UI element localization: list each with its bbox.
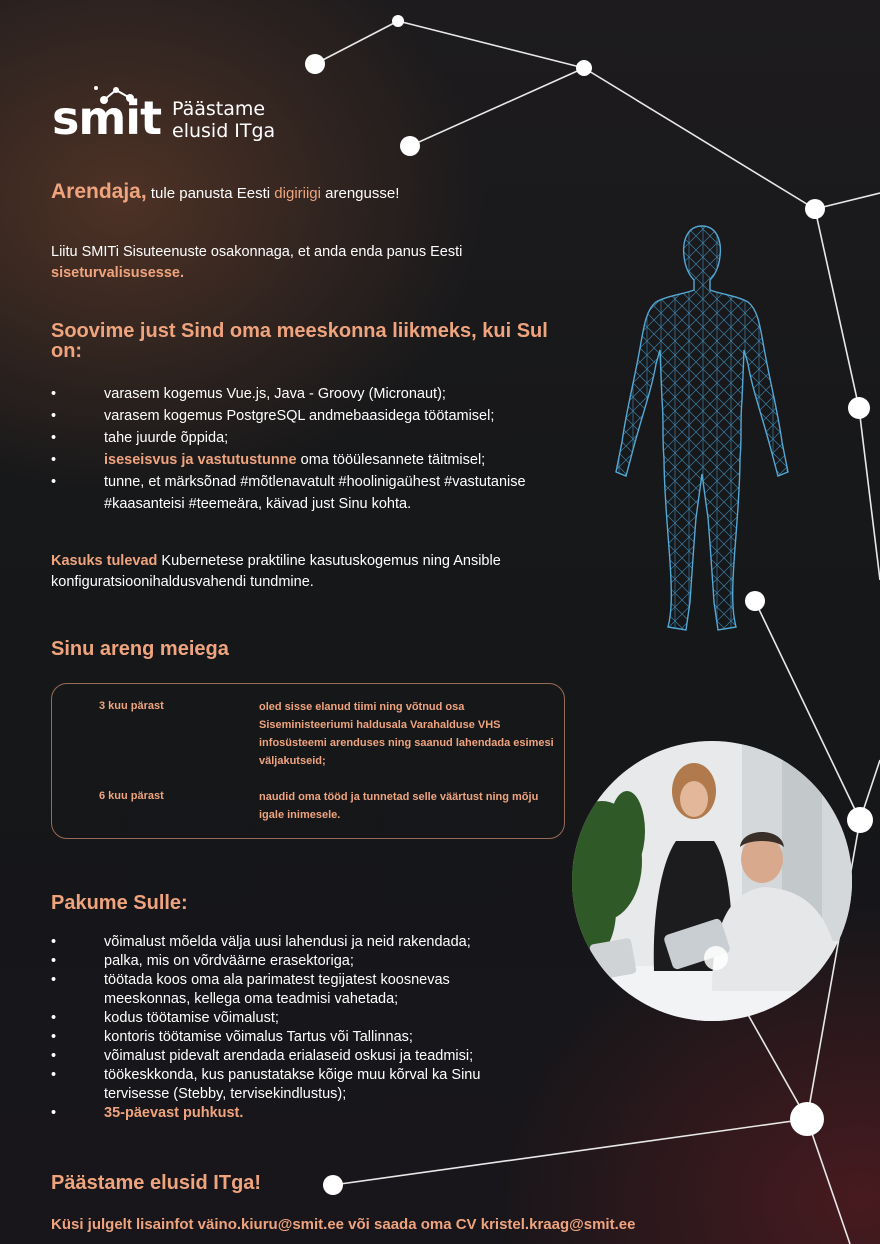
bonus-text: Kasuks tulevad Kubernetese praktiline kasutuskogemus ning Ansible konfiguratsioonihaldusvahendi tundmine. — [51, 553, 501, 590]
logo-wordmark: smit — [52, 91, 162, 145]
list-item: • palka, mis on võrdväärne erasektoriga; — [51, 953, 354, 969]
list-item: • tahe juurde õppida; — [51, 430, 229, 446]
growth-label: 3 kuu pärast — [99, 700, 164, 712]
requirements-heading: Soovime just Sind oma meeskonna liikmeks, kui Sul on: — [51, 320, 548, 362]
list-item: • kodus töötamise võimalust; — [51, 1010, 279, 1026]
list-item: • võimalust pidevalt arendada erialaseid oskusi ja teadmisi; — [51, 1048, 474, 1064]
list-item: • töökeskkonda, kus panustatakse kõige muu kõrval ka Sinu tervisesse (Stebby, tervisekindlustus); — [51, 1067, 481, 1102]
list-item: • iseseisvus ja vastutustunne oma tööülesannete täitmisel; — [51, 452, 486, 468]
list-item: • kontoris töötamise võimalus Tartus või Tallinnas; — [51, 1029, 413, 1045]
job-headline: Arendaja, tule panusta Eesti digiriigi arengusse! — [51, 180, 400, 203]
offer-list — [51, 933, 521, 1123]
growth-label: 6 kuu pärast — [99, 790, 164, 802]
job-role: Arendaja, — [51, 180, 147, 203]
intro-text: Liitu SMITi Sisuteenuste osakonnaga, et anda enda panus Eesti siseturvalisusesse. — [51, 244, 463, 281]
contact-info: Küsi julgelt lisainfot väino.kiuru@smit.ee või saada oma CV kristel.kraag@smit.ee — [51, 1216, 636, 1233]
slogan: Päästame elusid ITga! — [51, 1172, 262, 1194]
offer-heading: Pakume Sulle: — [51, 892, 188, 914]
list-item: • 35-päevast puhkust. — [51, 1105, 244, 1121]
growth-text: naudid oma tööd ja tunnetad selle väärtust ning mõju igale inimesele. — [259, 791, 539, 821]
logo-tagline: Päästame elusid ITga — [172, 98, 276, 142]
list-item: • tunne, et märksõnad #mõtlenavatult #hoolinigaühest #vastutanise #kaasanteisi #teemeära, käivad just Sinu kohta. — [51, 474, 526, 512]
list-item: • võimalust mõelda välja uusi lahendusi ja neid rakendada; — [51, 934, 471, 950]
list-item: • töötada koos oma ala parimatest tegijatest koosnevas meeskonnas, kellega oma teadmisi vahetada; — [51, 972, 450, 1007]
list-item: • varasem kogemus PostgreSQL andmebaasidega töötamisel; — [51, 408, 495, 424]
growth-heading: Sinu areng meiega — [51, 638, 229, 660]
list-item: • varasem kogemus Vue.js, Java - Groovy (Micronaut); — [51, 386, 446, 402]
growth-text: oled sisse elanud tiimi ning võtnud osa Siseministeeriumi haldusala Varahalduse VHS infosüsteemi arenduses ning saanud lahendada esimesi väljakutseid; — [259, 701, 554, 767]
